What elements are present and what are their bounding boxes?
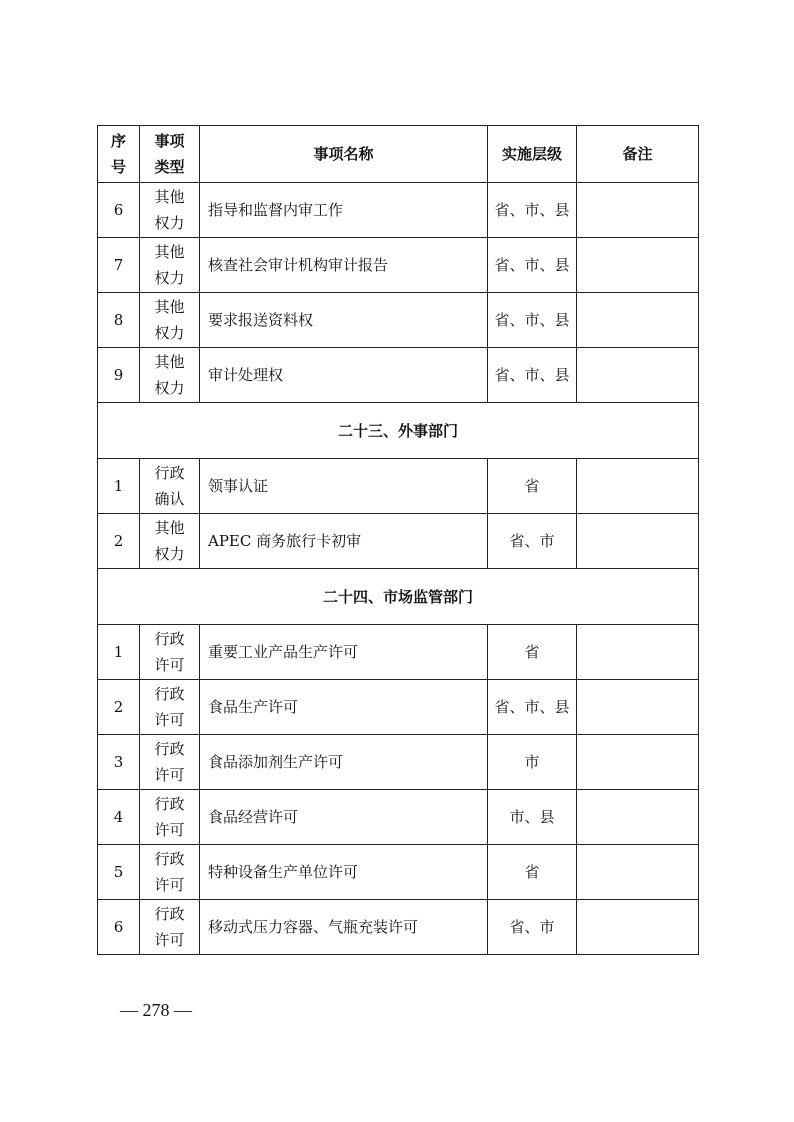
cell-level: 省 <box>488 459 577 514</box>
cell-remark <box>577 459 699 514</box>
cell-type-text: 行政许可 <box>154 905 185 949</box>
cell-remark <box>577 680 699 735</box>
table-row <box>98 735 699 790</box>
cell-name: 重要工业产品生产许可 <box>200 625 488 680</box>
table-row <box>98 293 699 348</box>
cell-seq: 6 <box>98 900 140 955</box>
header-seq: 序号 <box>98 126 140 183</box>
cell-level: 省、市 <box>488 900 577 955</box>
cell-remark <box>577 790 699 845</box>
cell-seq: 2 <box>98 514 140 569</box>
table-row <box>98 900 699 955</box>
cell-type-text: 其他权力 <box>154 243 185 287</box>
cell-level: 省、市、县 <box>488 183 577 238</box>
cell-level: 市、县 <box>488 790 577 845</box>
cell-type-text: 其他权力 <box>154 298 185 342</box>
cell-type-text: 其他权力 <box>154 188 185 232</box>
cell-level: 省、市、县 <box>488 348 577 403</box>
cell-level: 省 <box>488 625 577 680</box>
cell-name: APEC 商务旅行卡初审 <box>200 514 488 569</box>
cell-type <box>140 680 200 735</box>
cell-remark <box>577 348 699 403</box>
header-type: 事项类型 <box>140 126 200 183</box>
cell-type-text: 其他权力 <box>154 353 185 397</box>
cell-type <box>140 183 200 238</box>
cell-seq: 3 <box>98 735 140 790</box>
cell-level: 省、市、县 <box>488 680 577 735</box>
table-row <box>98 790 699 845</box>
cell-name: 食品添加剂生产许可 <box>200 735 488 790</box>
cell-seq: 7 <box>98 238 140 293</box>
cell-type <box>140 348 200 403</box>
cell-type <box>140 845 200 900</box>
table-row <box>98 238 699 293</box>
cell-remark <box>577 900 699 955</box>
table-row <box>98 183 699 238</box>
cell-type <box>140 238 200 293</box>
power-list-table <box>97 125 699 955</box>
cell-seq: 8 <box>98 293 140 348</box>
cell-remark <box>577 293 699 348</box>
cell-name: 移动式压力容器、气瓶充装许可 <box>200 900 488 955</box>
cell-name: 领事认证 <box>200 459 488 514</box>
cell-name: 食品经营许可 <box>200 790 488 845</box>
cell-seq: 1 <box>98 625 140 680</box>
cell-type <box>140 625 200 680</box>
table-body <box>98 183 699 955</box>
cell-name: 食品生产许可 <box>200 680 488 735</box>
cell-level: 省、市、县 <box>488 238 577 293</box>
table-row <box>98 845 699 900</box>
header-remark: 备注 <box>577 126 699 183</box>
table-row <box>98 459 699 514</box>
table-header-row <box>98 126 699 183</box>
cell-remark <box>577 514 699 569</box>
cell-seq: 1 <box>98 459 140 514</box>
table-row <box>98 680 699 735</box>
cell-type <box>140 459 200 514</box>
cell-type <box>140 900 200 955</box>
cell-name: 审计处理权 <box>200 348 488 403</box>
cell-seq: 2 <box>98 680 140 735</box>
cell-remark <box>577 238 699 293</box>
cell-type-text: 行政许可 <box>154 740 185 784</box>
cell-name: 核查社会审计机构审计报告 <box>200 238 488 293</box>
cell-remark <box>577 625 699 680</box>
cell-level: 省、市、县 <box>488 293 577 348</box>
header-level: 实施层级 <box>488 126 577 183</box>
page-number: — 278 — <box>120 1000 192 1020</box>
cell-seq: 5 <box>98 845 140 900</box>
section-title: 二十四、市场监管部门 <box>98 569 699 625</box>
cell-remark <box>577 845 699 900</box>
cell-type-text: 行政许可 <box>154 850 185 894</box>
cell-type-text: 其他权力 <box>154 519 185 563</box>
section-row <box>98 403 699 459</box>
cell-remark <box>577 735 699 790</box>
cell-level: 省 <box>488 845 577 900</box>
cell-type <box>140 514 200 569</box>
cell-seq: 6 <box>98 183 140 238</box>
cell-level: 市 <box>488 735 577 790</box>
cell-type <box>140 790 200 845</box>
section-row <box>98 569 699 625</box>
cell-name: 要求报送资料权 <box>200 293 488 348</box>
cell-type-text: 行政许可 <box>154 795 185 839</box>
cell-name: 指导和监督内审工作 <box>200 183 488 238</box>
header-name: 事项名称 <box>200 126 488 183</box>
cell-type <box>140 293 200 348</box>
cell-seq: 9 <box>98 348 140 403</box>
cell-seq: 4 <box>98 790 140 845</box>
cell-type-text: 行政许可 <box>154 630 185 674</box>
cell-name: 特种设备生产单位许可 <box>200 845 488 900</box>
cell-type-text: 行政许可 <box>154 685 185 729</box>
section-title: 二十三、外事部门 <box>98 403 699 459</box>
cell-level: 省、市 <box>488 514 577 569</box>
cell-type <box>140 735 200 790</box>
cell-remark <box>577 183 699 238</box>
table-row <box>98 348 699 403</box>
table-row <box>98 514 699 569</box>
table-row <box>98 625 699 680</box>
cell-type-text: 行政确认 <box>154 464 185 508</box>
